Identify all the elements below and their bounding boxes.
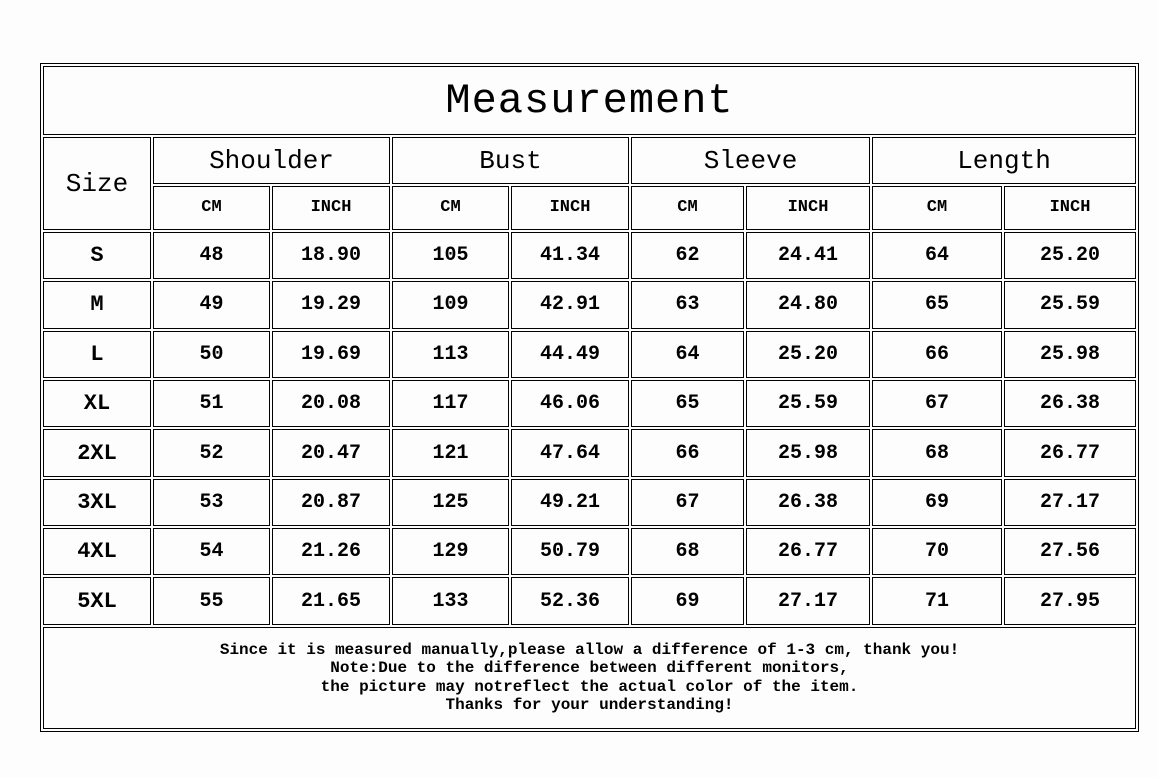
shoulder-inch-value: 20.47 <box>272 429 390 476</box>
length-cm-value: 69 <box>872 479 1002 526</box>
bust-inch-value: 42.91 <box>511 281 629 328</box>
bust-inch-value: 47.64 <box>511 429 629 476</box>
length-inch-value: 27.17 <box>1004 479 1136 526</box>
bust-inch-value: 50.79 <box>511 528 629 575</box>
length-cm-value: 68 <box>872 429 1002 476</box>
table-row-xl <box>43 380 1136 427</box>
bust-cm-value: 105 <box>392 232 509 279</box>
length-inch-value: 25.20 <box>1004 232 1136 279</box>
bust-cm-value: 121 <box>392 429 509 476</box>
note-line-1: Since it is measured manually,please allow a difference of 1-3 cm, thank you! <box>219 640 960 659</box>
sleeve-cm-value: 69 <box>631 577 744 624</box>
sleeve-inch-value: 26.77 <box>746 528 870 575</box>
bust-inch-value: 44.49 <box>511 331 629 378</box>
unit-header-sleeve-cm: CM <box>631 186 744 230</box>
measurement-table <box>40 63 1139 732</box>
sleeve-inch-value: 25.98 <box>746 429 870 476</box>
sleeve-cm-value: 65 <box>631 380 744 427</box>
table-row-3xl <box>43 479 1136 526</box>
bust-inch-value: 49.21 <box>511 479 629 526</box>
col-header-bust: Bust <box>392 137 629 183</box>
sleeve-cm-value: 67 <box>631 479 744 526</box>
unit-header-sleeve-inch: INCH <box>746 186 870 230</box>
length-cm-value: 70 <box>872 528 1002 575</box>
shoulder-cm-value: 52 <box>153 429 270 476</box>
size-label: XL <box>43 380 151 427</box>
shoulder-inch-value: 20.87 <box>272 479 390 526</box>
unit-header-length-inch: INCH <box>1004 186 1136 230</box>
title-row <box>43 66 1136 135</box>
sleeve-cm-value: 66 <box>631 429 744 476</box>
size-label: 2XL <box>43 429 151 476</box>
note-line-2: Note:Due to the difference between different monitors, <box>330 659 849 678</box>
length-inch-value: 26.77 <box>1004 429 1136 476</box>
col-header-size: Size <box>43 137 151 230</box>
bust-inch-value: 41.34 <box>511 232 629 279</box>
shoulder-inch-value: 20.08 <box>272 380 390 427</box>
sleeve-inch-value: 25.20 <box>746 331 870 378</box>
size-label: 3XL <box>43 479 151 526</box>
shoulder-cm-value: 50 <box>153 331 270 378</box>
shoulder-cm-value: 48 <box>153 232 270 279</box>
page-title: Measurement <box>43 66 1136 135</box>
sleeve-inch-value: 27.17 <box>746 577 870 624</box>
unit-header-bust-cm: CM <box>392 186 509 230</box>
shoulder-cm-value: 51 <box>153 380 270 427</box>
bust-cm-value: 125 <box>392 479 509 526</box>
table-row-m <box>43 281 1136 328</box>
length-inch-value: 25.59 <box>1004 281 1136 328</box>
size-label: 5XL <box>43 577 151 624</box>
size-label: M <box>43 281 151 328</box>
bust-cm-value: 129 <box>392 528 509 575</box>
bust-inch-value: 46.06 <box>511 380 629 427</box>
sleeve-inch-value: 26.38 <box>746 479 870 526</box>
shoulder-cm-value: 49 <box>153 281 270 328</box>
shoulder-inch-value: 21.65 <box>272 577 390 624</box>
size-label: S <box>43 232 151 279</box>
shoulder-inch-value: 19.69 <box>272 331 390 378</box>
note-row <box>43 627 1136 729</box>
length-inch-value: 26.38 <box>1004 380 1136 427</box>
shoulder-inch-value: 21.26 <box>272 528 390 575</box>
group-header-row <box>43 137 1136 183</box>
bust-inch-value: 52.36 <box>511 577 629 624</box>
shoulder-cm-value: 53 <box>153 479 270 526</box>
length-cm-value: 65 <box>872 281 1002 328</box>
length-inch-value: 27.56 <box>1004 528 1136 575</box>
bust-cm-value: 133 <box>392 577 509 624</box>
bust-cm-value: 113 <box>392 331 509 378</box>
table-row-4xl <box>43 528 1136 575</box>
sleeve-cm-value: 64 <box>631 331 744 378</box>
table-row-l <box>43 331 1136 378</box>
sleeve-cm-value: 68 <box>631 528 744 575</box>
shoulder-cm-value: 55 <box>153 577 270 624</box>
shoulder-inch-value: 18.90 <box>272 232 390 279</box>
length-cm-value: 64 <box>872 232 1002 279</box>
col-header-sleeve: Sleeve <box>631 137 870 183</box>
unit-header-shoulder-inch: INCH <box>272 186 390 230</box>
size-label: 4XL <box>43 528 151 575</box>
size-label: L <box>43 331 151 378</box>
bust-cm-value: 109 <box>392 281 509 328</box>
shoulder-inch-value: 19.29 <box>272 281 390 328</box>
unit-header-shoulder-cm: CM <box>153 186 270 230</box>
sleeve-cm-value: 62 <box>631 232 744 279</box>
length-cm-value: 67 <box>872 380 1002 427</box>
sleeve-inch-value: 25.59 <box>746 380 870 427</box>
length-inch-value: 27.95 <box>1004 577 1136 624</box>
unit-header-row <box>43 186 1136 230</box>
table-row-2xl <box>43 429 1136 476</box>
col-header-length: Length <box>872 137 1136 183</box>
length-cm-value: 71 <box>872 577 1002 624</box>
bust-cm-value: 117 <box>392 380 509 427</box>
shoulder-cm-value: 54 <box>153 528 270 575</box>
length-cm-value: 66 <box>872 331 1002 378</box>
note-cell <box>43 627 1136 729</box>
table-row-5xl <box>43 577 1136 624</box>
sleeve-inch-value: 24.41 <box>746 232 870 279</box>
note-line-4: Thanks for your understanding! <box>445 696 734 715</box>
note-line-3: the picture may notreflect the actual color of the item. <box>320 677 859 696</box>
table-row-s <box>43 232 1136 279</box>
length-inch-value: 25.98 <box>1004 331 1136 378</box>
unit-header-length-cm: CM <box>872 186 1002 230</box>
unit-header-bust-inch: INCH <box>511 186 629 230</box>
col-header-shoulder: Shoulder <box>153 137 390 183</box>
sleeve-inch-value: 24.80 <box>746 281 870 328</box>
sleeve-cm-value: 63 <box>631 281 744 328</box>
